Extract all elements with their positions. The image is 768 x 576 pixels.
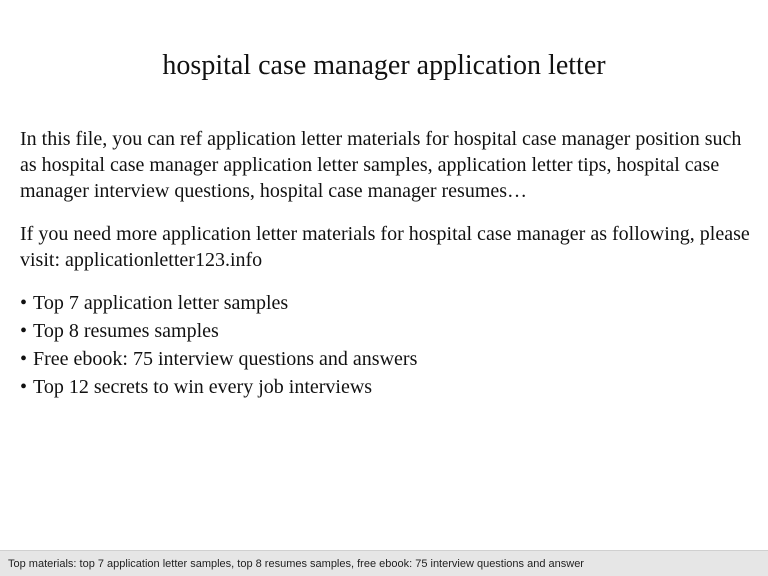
bullet-icon: • <box>20 348 28 370</box>
bullet-icon: • <box>20 376 28 398</box>
page-title: hospital case manager application letter <box>162 50 606 81</box>
footer-bar <box>0 550 768 576</box>
list-item-label: Top 12 secrets to win every job interviews <box>33 376 373 398</box>
bullet-icon: • <box>20 320 28 342</box>
list-item <box>20 345 417 373</box>
intro-paragraph: In this file, you can ref application letter materials for hospital case manager position such as hospital case manager application letter samples, application letter tips, hospital case manager interview questions, hospital case manager resumes… <box>20 128 742 202</box>
bullet-icon: • <box>20 292 28 314</box>
list-item-label: Top 8 resumes samples <box>33 320 219 342</box>
list-item-label: Top 7 application letter samples <box>33 292 289 314</box>
materials-list <box>20 289 417 401</box>
list-item-label: Free ebook: 75 interview questions and answers <box>33 348 418 370</box>
list-item <box>20 317 417 345</box>
footer-text: Top materials: top 7 application letter samples, top 8 resumes samples, free ebook: 75 interview questions and answer <box>8 558 584 570</box>
visit-paragraph: If you need more application letter materials for hospital case manager as following, please visit: applicationletter123.info <box>20 223 750 271</box>
list-item <box>20 289 417 317</box>
list-item <box>20 373 417 401</box>
